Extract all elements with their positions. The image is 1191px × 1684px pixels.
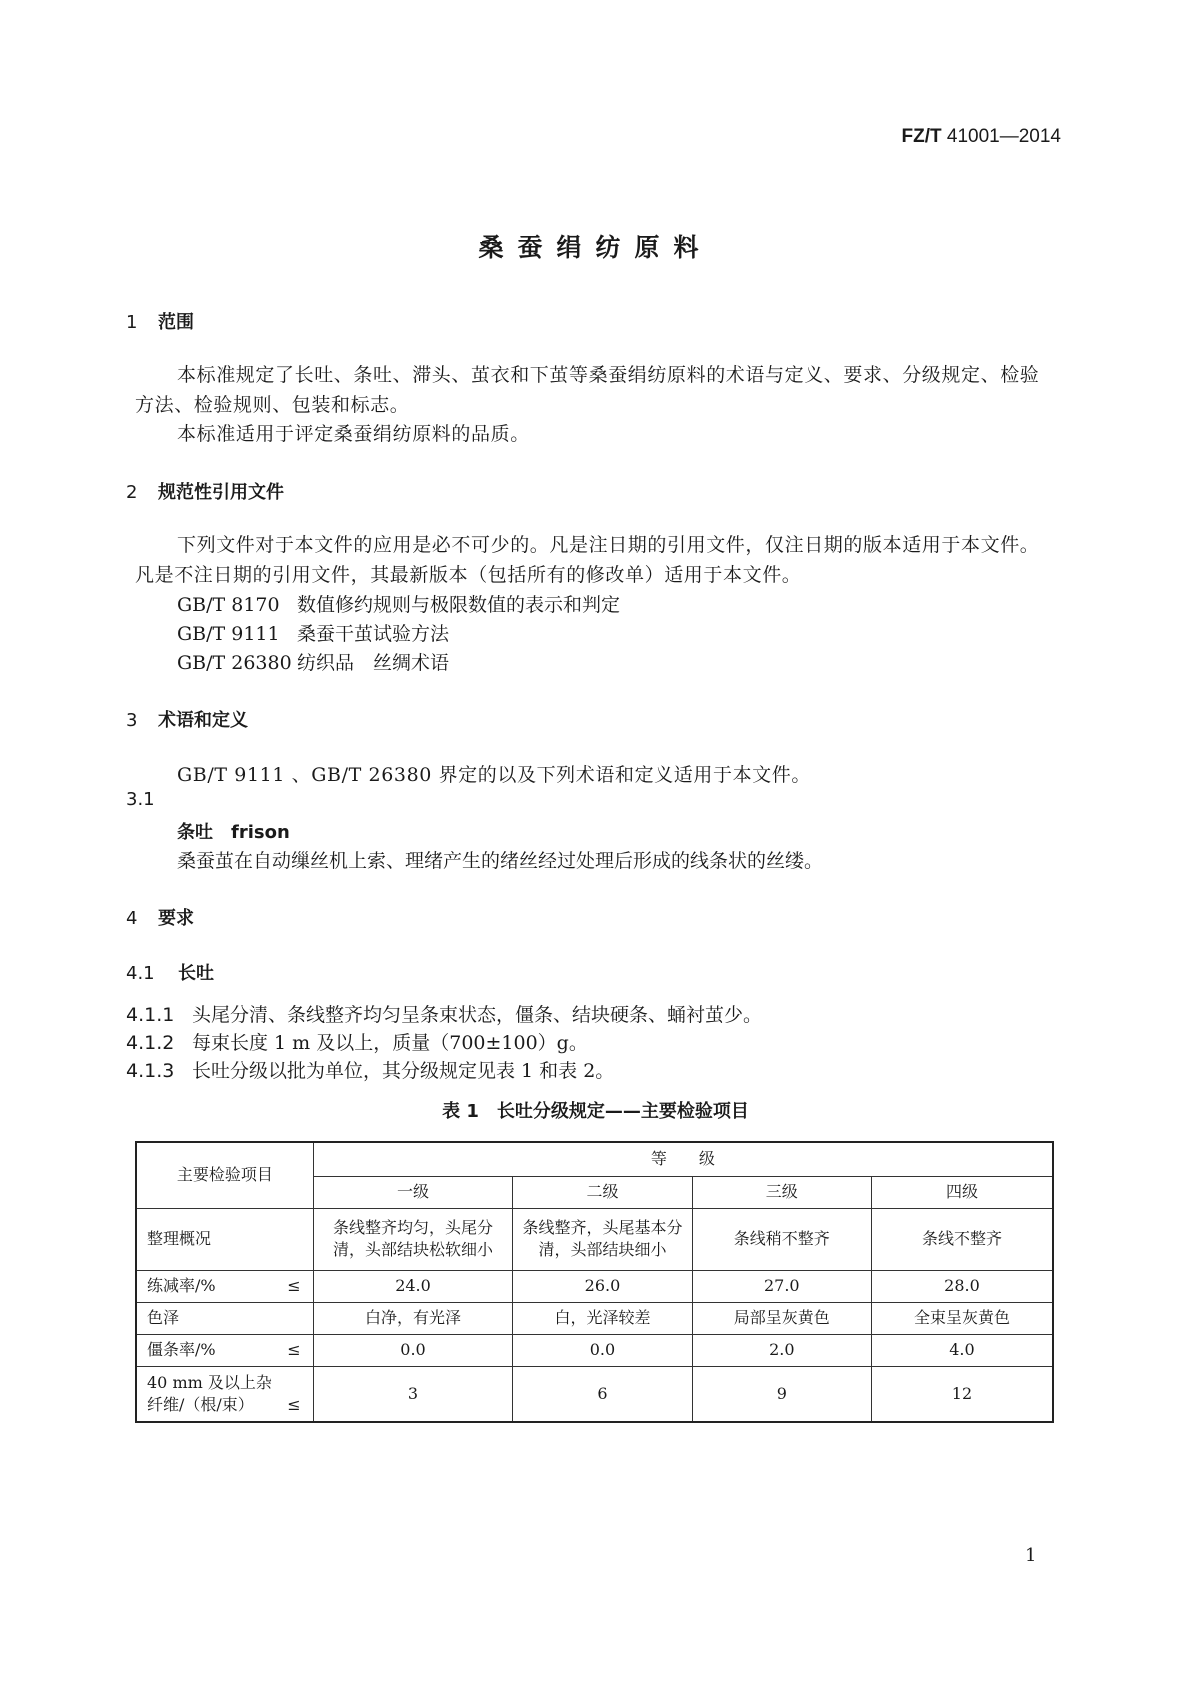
subsection-number: 4.1 (126, 963, 155, 984)
table-row (136, 1334, 1053, 1366)
grading-table (135, 1141, 1054, 1423)
section-title: 范围 (158, 312, 194, 333)
clause-text: 每束长度 1 m 及以上，质量（700±100）g。 (192, 1032, 588, 1054)
section-title: 要求 (158, 908, 194, 929)
clause (126, 1056, 614, 1083)
document-title: 桑蚕绢纺原料 (478, 233, 713, 262)
clause-text: 长吐分级以批为单位，其分级规定见表 1 和表 2。 (192, 1060, 615, 1082)
table-cell: 条线整齐，头尾基本分清，头部结块细小 (513, 1208, 692, 1270)
section-3-heading (126, 706, 248, 732)
reference-code: GB/T 8170 (177, 594, 280, 616)
clause-number: 4.1.3 (126, 1060, 175, 1082)
clause-text: 头尾分清、条线整齐均匀呈条束状态，僵条、结块硬条、蛹衬茧少。 (192, 1004, 763, 1026)
reference-item (177, 590, 620, 617)
clause-number: 4.1.1 (126, 1004, 175, 1026)
paragraph: GB/T 9111 、GB/T 26380 界定的以及下列术语和定义适用于本文件。 (177, 764, 811, 786)
header-grade: 等 级 (313, 1142, 1053, 1176)
section-4-heading (126, 904, 194, 930)
table-row (136, 1302, 1053, 1334)
term-name: 条吐 frison (177, 822, 290, 843)
row-label-text: 40 mm 及以上杂纤维/（根/束） (147, 1372, 272, 1414)
reference-item (177, 619, 449, 646)
table-cell: 条线不整齐 (871, 1208, 1053, 1270)
section-title: 术语和定义 (158, 710, 248, 731)
standard-number: 41001—2014 (946, 126, 1061, 147)
reference-item (177, 648, 449, 675)
row-label (136, 1208, 313, 1270)
table-cell: 26.0 (513, 1270, 692, 1302)
table-cell: 条线稍不整齐 (692, 1208, 871, 1270)
header-item: 主要检验项目 (136, 1142, 313, 1208)
table-row (136, 1366, 1053, 1422)
paragraph: 本标准适用于评定桑蚕绢纺原料的品质。 (177, 423, 530, 445)
row-label-text: 练减率/% (147, 1276, 216, 1295)
table-caption: 表 1 长吐分级规定——主要检验项目 (442, 1101, 749, 1122)
section-title: 规范性引用文件 (158, 482, 284, 503)
reference-title: 数值修约规则与极限数值的表示和判定 (297, 594, 621, 616)
section-number: 3 (126, 710, 138, 731)
clause (126, 1000, 762, 1027)
standard-code (902, 126, 1062, 148)
section-number: 4 (126, 908, 138, 929)
subsection-heading (126, 959, 214, 985)
table-cell: 全束呈灰黄色 (871, 1302, 1053, 1334)
paragraph: 本标准规定了长吐、条吐、滞头、茧衣和下茧等桑蚕绢纺原料的术语与定义、要求、分级规定、检验方法、检验规则、包装和标志。 (135, 364, 1040, 416)
reference-code: GB/T 9111 (177, 623, 280, 645)
table-cell: 24.0 (313, 1270, 513, 1302)
reference-title: 桑蚕干茧试验方法 (297, 623, 450, 645)
table-cell: 27.0 (692, 1270, 871, 1302)
clause-number: 4.1.2 (126, 1032, 175, 1054)
table-cell: 6 (513, 1366, 692, 1422)
term-number: 3.1 (126, 789, 155, 810)
grade-3-header: 三级 (692, 1176, 871, 1208)
table-cell: 条线整齐均匀，头尾分清，头部结块松软细小 (313, 1208, 513, 1270)
table-header-row (136, 1142, 1053, 1176)
row-label (136, 1270, 313, 1302)
table-cell: 3 (313, 1366, 513, 1422)
section-1-heading (126, 308, 194, 334)
table-cell: 2.0 (692, 1334, 871, 1366)
row-label (136, 1302, 313, 1334)
section-2-heading (126, 478, 284, 504)
section-number: 1 (126, 312, 138, 333)
grade-1-header: 一级 (313, 1176, 513, 1208)
table-cell: 白，光泽较差 (513, 1302, 692, 1334)
row-label (136, 1366, 313, 1422)
row-label (136, 1334, 313, 1366)
table-cell: 0.0 (313, 1334, 513, 1366)
paragraph: 下列文件对于本文件的应用是必不可少的。凡是注日期的引用文件，仅注日期的版本适用于本文件。凡是不注日期的引用文件，其最新版本（包括所有的修改单）适用于本文件。 (135, 534, 1040, 586)
page-number: 1 (1025, 1545, 1037, 1566)
reference-code: GB/T 26380 (177, 652, 292, 674)
table-row (136, 1270, 1053, 1302)
row-mark: ≤ (287, 1276, 301, 1295)
row-label-text: 整理概况 (147, 1229, 212, 1248)
grade-4-header: 四级 (871, 1176, 1053, 1208)
table-cell: 0.0 (513, 1334, 692, 1366)
term-definition: 桑蚕茧在自动缫丝机上索、理绪产生的绪丝经过处理后形成的线条状的丝缕。 (177, 850, 824, 872)
row-label-text: 色泽 (147, 1308, 180, 1327)
table-cell: 局部呈灰黄色 (692, 1302, 871, 1334)
table-cell: 4.0 (871, 1334, 1053, 1366)
section-number: 2 (126, 482, 138, 503)
table-row (136, 1208, 1053, 1270)
subsection-title: 长吐 (178, 963, 214, 984)
clause (126, 1028, 588, 1055)
standard-prefix: FZ/T (901, 126, 942, 147)
table-cell: 白净，有光泽 (313, 1302, 513, 1334)
row-mark: ≤ (287, 1394, 301, 1414)
table-cell: 28.0 (871, 1270, 1053, 1302)
row-label-text: 僵条率/% (147, 1340, 216, 1359)
reference-title: 纺织品 丝绸术语 (297, 652, 450, 674)
row-mark: ≤ (287, 1340, 301, 1359)
table-cell: 9 (692, 1366, 871, 1422)
table-cell: 12 (871, 1366, 1053, 1422)
grade-2-header: 二级 (513, 1176, 692, 1208)
